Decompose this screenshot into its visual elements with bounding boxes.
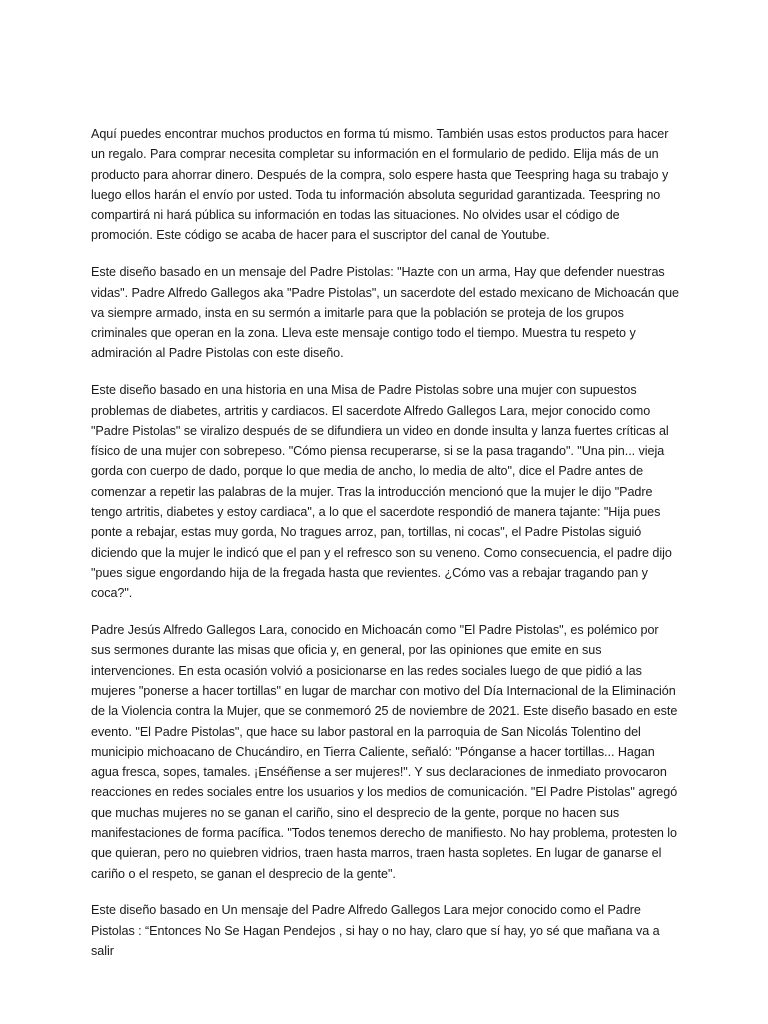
paragraph-teespring-intro: Aquí puedes encontrar muchos productos en forma tú mismo. También usas estos productos para hacer un regalo. Para comprar necesita completar su información en el formulario de pedido. Elija más de un producto para ahorrar dinero. Después de la compra, solo espere hasta que Teespring haga su trabajo y luego ellos harán el envío por usted. Toda tu información absoluta seguridad garantizada. Teespring no compartirá ni hará pública su información en todas las situaciones. No olvides usar el código de promoción. Este código se acaba de hacer para el suscriptor del canal de Youtube. — [91, 127, 669, 243]
paragraph-hacer-tortillas: Padre Jesús Alfredo Gallegos Lara, conocido en Michoacán como "El Padre Pistolas", es polémico por sus sermones durante las misas que oficia y, en general, por las opiniones que emite en sus intervenciones. En esta ocasión volvió a posicionarse en las redes sociales luego de que pidió a las mujeres "ponerse a hacer tortillas" en lugar de marchar con motivo del Día Internacional de la Eliminación de la Violencia contra la Mujer, que se conmemoró 25 de noviembre de 2021. Este diseño basado en este evento. "El Padre Pistolas", que hace su labor pastoral en la parroquia de San Nicolás Tolentino del municipio michoacano de Chucándiro, en Tierra Caliente, señaló: "Pónganse a hacer tortillas... Hagan agua fresca, sopes, tamales. ¡Enséñense a ser mujeres!". Y sus declaraciones de inmediato provocaron reacciones en redes sociales entre los usuarios y los medios de comunicación. "El Padre Pistolas" agregó que muchas mujeres no se ganan el cariño, sino el desprecio de la gente, porque no hacen sus manifestaciones de forma pacífica. "Todos tenemos derecho de manifiesto. No hay problema, protesten lo que quieran, pero no quiebren vidrios, traen hasta marros, traen hasta sopletes. En lugar de ganarse el cariño o el respeto, se ganan el desprecio de la gente". — [91, 623, 678, 881]
paragraph-hazte-con-un-arma: Este diseño basado en un mensaje del Padre Pistolas: "Hazte con un arma, Hay que defender nuestras vidas". Padre Alfredo Gallegos aka "Padre Pistolas", un sacerdote del estado mexicano de Michoacán que va siempre armado, insta en su sermón a imitarle para que la población se proteja de los grupos criminales que operan en la zona. Lleva este mensaje contigo todo el tiempo. Muestra tu respeto y admiración al Padre Pistolas con este diseño. — [91, 265, 679, 361]
paragraph-no-se-hagan: Este diseño basado en Un mensaje del Padre Alfredo Gallegos Lara mejor conocido como el Padre Pistolas : “Entonces No Se Hagan Pendejos , si hay o no hay, claro que sí hay, yo sé que mañana va a salir — [91, 903, 660, 958]
paragraph-misa-historia: Este diseño basado en una historia en una Misa de Padre Pistolas sobre una mujer con supuestos problemas de diabetes, artritis y cardiacos. El sacerdote Alfredo Gallegos Lara, mejor conocido como "Padre Pistolas" se viralizo después de se difundiera un video en donde insulta y lanza fuertes críticas al físico de una mujer con sobrepeso. "Cómo piensa recuperarse, si se la pasa tragando". "Una pin... vieja gorda con cuerpo de dado, porque lo que media de ancho, lo media de alto", dice el Padre antes de comenzar a repetir las palabras de la mujer. Tras la introducción mencionó que la mujer le dijo "Padre tengo artritis, diabetes y estoy cardiaca", a lo que el sacerdote respondió de manera tajante: "Hija pues ponte a rebajar, estas muy gorda, No tragues arroz, pan, tortillas, ni cocas", el Padre Pistolas siguió diciendo que la mujer le indicó que el pan y el refresco son su veneno. Como consecuencia, el padre dijo "pues sigue engordando hija de la fregada hasta que revientes. ¿Cómo vas a rebajar tragando pan y coca?". — [91, 383, 672, 601]
document-body — [91, 124, 679, 978]
